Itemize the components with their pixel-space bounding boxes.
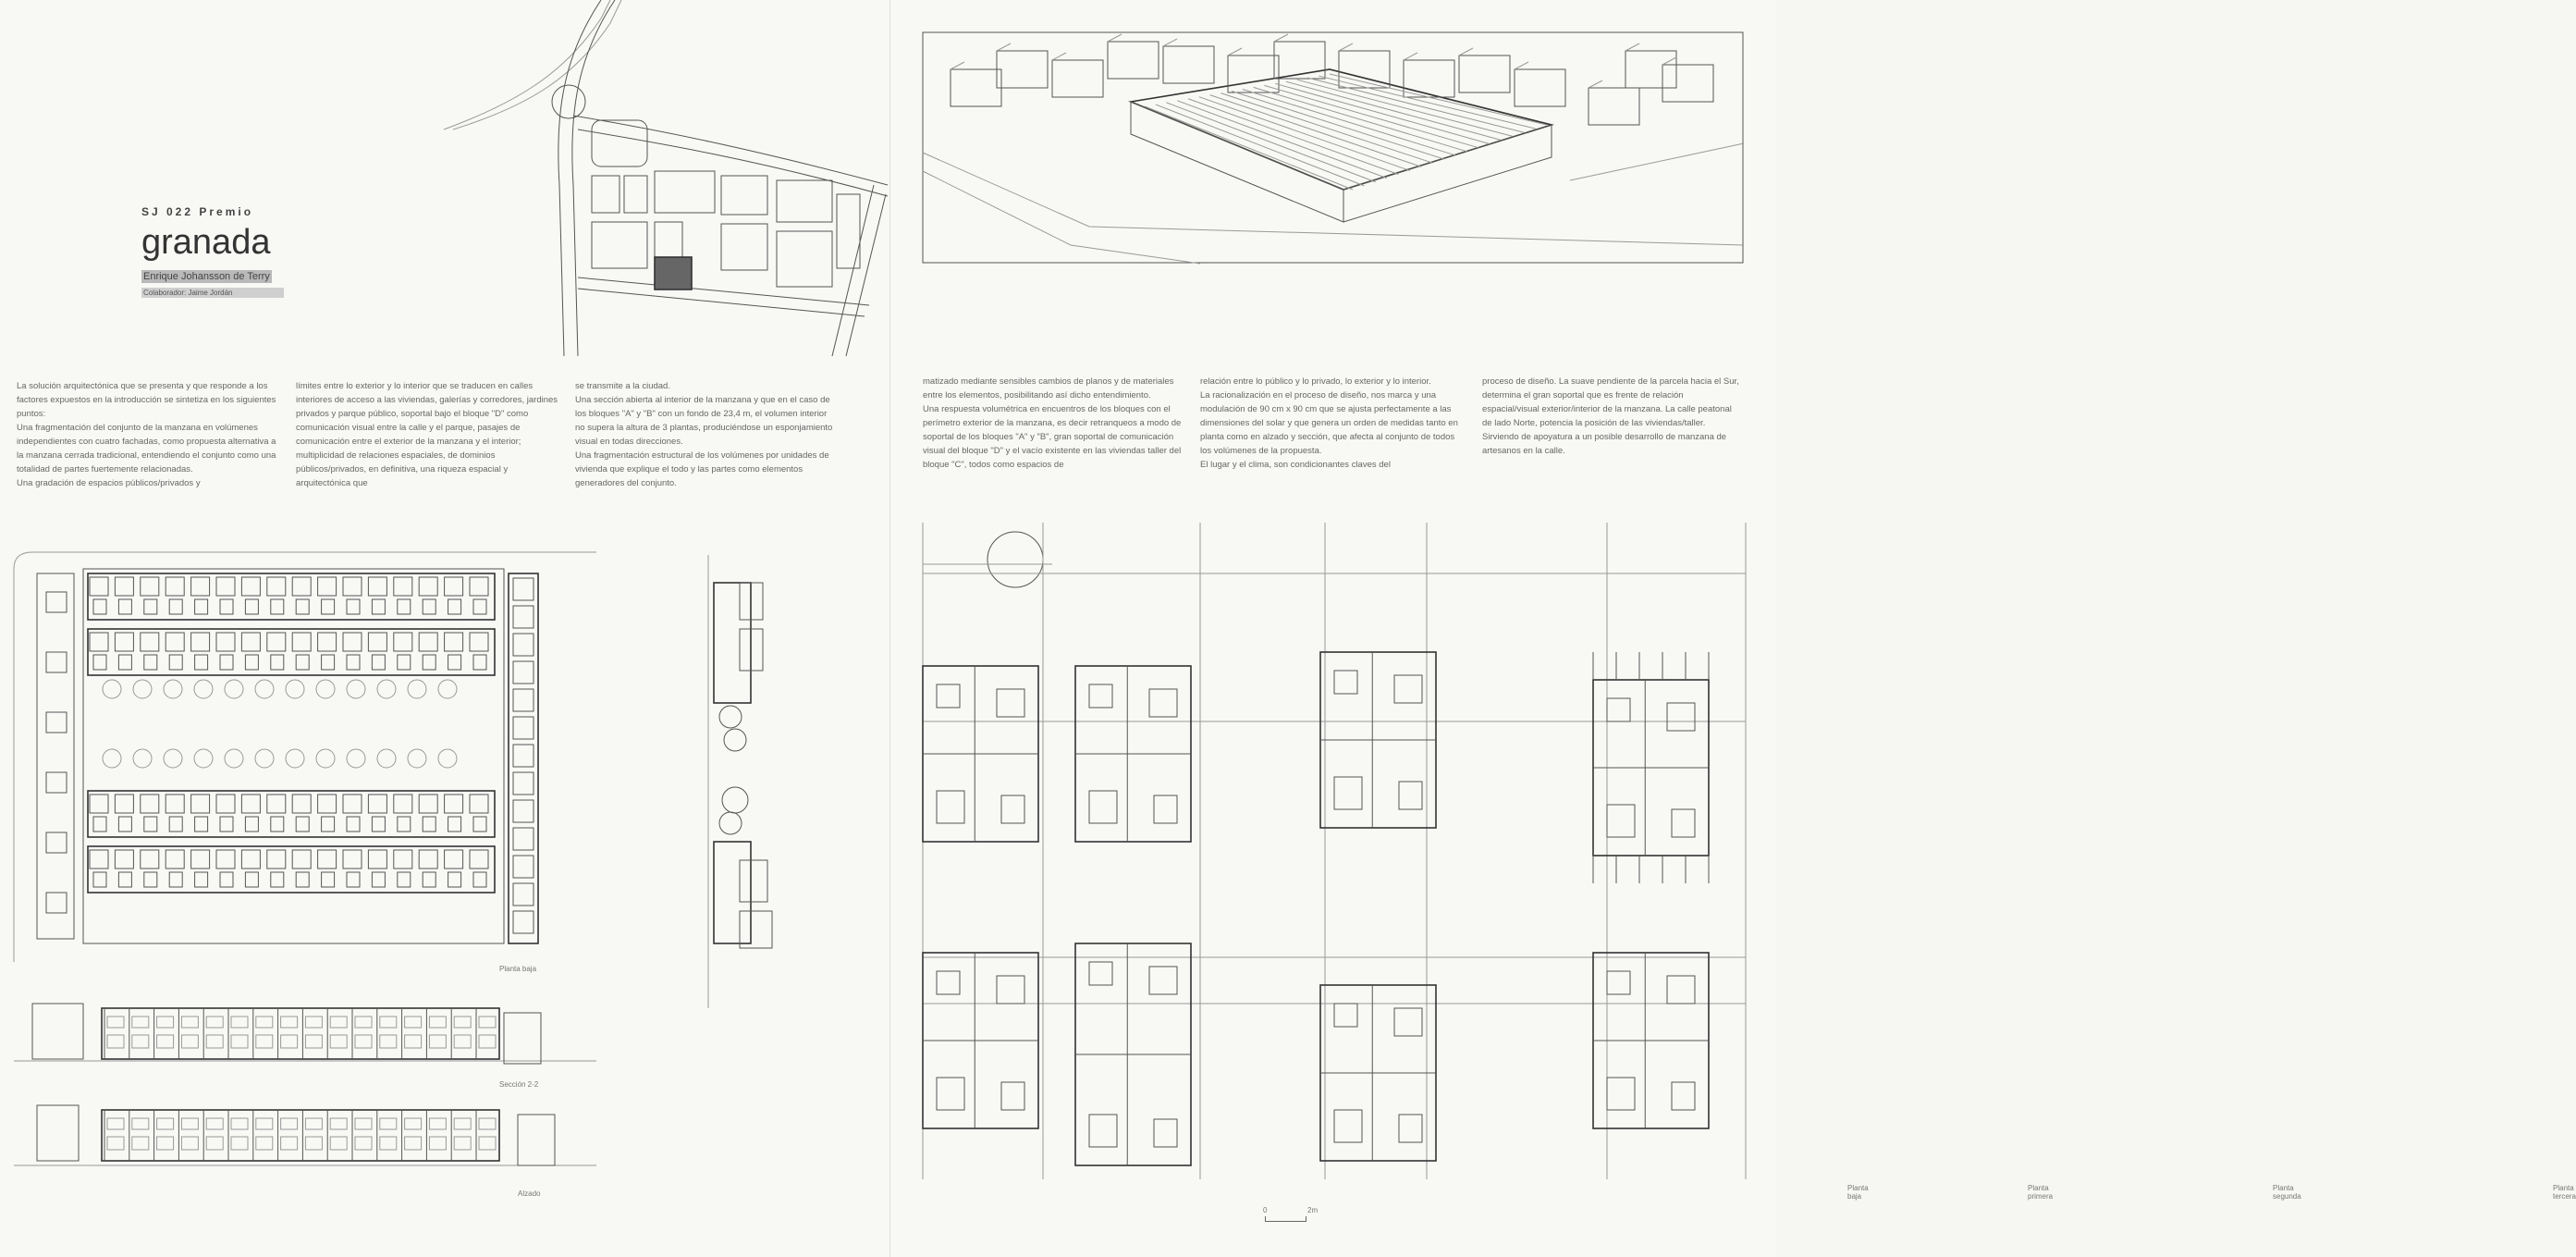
project-header — [141, 205, 419, 298]
paragraph: La solución arquitectónica que se presenta y que responde a los factores expuestos en la introducción se sintetiza en los siguientes puntos: — [17, 381, 276, 419]
right-page — [889, 0, 2576, 1257]
section-drawing — [14, 994, 596, 1078]
axonometric-view-drawing — [923, 32, 1744, 264]
site-plan-drawing — [444, 0, 889, 356]
caption-planta-baja: Planta baja — [499, 965, 537, 973]
right-text-col-3 — [1482, 375, 1741, 458]
scale-label-0: 0 — [1263, 1206, 1268, 1214]
side-section-drawing — [693, 555, 795, 1008]
right-text-col-2 — [1200, 375, 1459, 472]
caption-r-planta-tercera: Planta tercera — [2553, 1184, 2576, 1201]
paragraph: Una gradación de espacios públicos/privados y — [17, 478, 201, 488]
project-title: granada — [141, 223, 271, 262]
paragraph: La racionalización en el proceso de diseño, nos marca y una modulación de 90 cm x 90 cm que se ajusta perfectamente a las dimensiones del solar y que genera un orden de medidas tanto en planta como en alzado y sección, que afecta al conjunto de todos los volúmenes de la propuesta. — [1200, 390, 1458, 456]
paragraph: El lugar y el clima, son condicionantes claves del — [1200, 460, 1391, 470]
project-author: Enrique Johansson de Terry — [143, 271, 270, 282]
caption-r-planta-segunda: Planta segunda — [2273, 1184, 2301, 1201]
elevation-drawing — [14, 1096, 596, 1179]
house-unit-plans-drawing — [923, 523, 1746, 1179]
ground-floor-plan-drawing — [14, 550, 596, 962]
left-text-col-1 — [17, 379, 280, 490]
left-page — [0, 0, 889, 1257]
right-text-col-1 — [923, 375, 1182, 472]
caption-r-planta-baja: Planta baja — [1847, 1184, 1869, 1201]
scale-label-2: 2m — [1307, 1206, 1319, 1214]
paragraph: Una respuesta volumétrica en encuentros de los bloques con el perímetro exterior de la manzana, es decir retranqueos a modo de soportal de los bloques "A" y "B", gran soportal de comunicación visual del bloque "D" y el vacío existente en las viviendas taller del bloque "C", todos como espacios de — [923, 404, 1182, 470]
left-text-col-3 — [575, 379, 839, 490]
caption-alzado: Alzado — [518, 1189, 541, 1198]
project-code: SJ 022 Premio — [141, 205, 254, 218]
paragraph: límites entre lo exterior y lo interior que se traducen en calles interiores de acceso a las viviendas, galerías y corredores, jardines privados y parque público, soportal bajo el bloque "D" como comunicación visual entre la calle y el parque, pasajes de comunicación entre el exterior de la manzana y el interior; multiplicidad de relaciones espaciales, de dominios públicos/privados, en definitiva, una riqueza espacial y arquitectónica que — [296, 381, 558, 488]
caption-r-planta-primera: Planta primera — [2028, 1184, 2054, 1201]
scale-bar — [1263, 1206, 1319, 1223]
project-collaborator: Colaborador: Jaime Jordán — [141, 288, 284, 298]
paragraph: Una fragmentación estructural de los volúmenes por unidades de vivienda que explique el todo y las partes como elementos generadores del conjunto. — [575, 450, 829, 488]
paragraph: se transmite a la ciudad. — [575, 381, 670, 391]
paragraph: Una fragmentación del conjunto de la manzana en volúmenes independientes con cuatro fachadas, como propuesta alternativa a la manzana cerrada tradicional, entendiendo el conjunto como una totalidad de partes fuertemente relacionadas. — [17, 423, 276, 474]
paragraph: Una sección abierta al interior de la manzana y que en el caso de los bloques "A" y "B" con un fondo de 23,4 m, el volumen interior no supera la altura de 3 plantas, produciéndose un esponjamiento visual en todas direcciones. — [575, 395, 833, 447]
left-text-col-2 — [296, 379, 559, 490]
caption-seccion: Sección 2-2 — [499, 1080, 539, 1089]
paragraph: matizado mediante sensibles cambios de planos y de materiales entre los elementos, posibilitando así dicho entendimiento. — [923, 376, 1174, 401]
paragraph: relación entre lo público y lo privado, lo exterior y lo interior. — [1200, 376, 1431, 387]
paragraph: proceso de diseño. La suave pendiente de la parcela hacia el Sur, determina el gran soportal que es frente de relación espacial/visual exterior/interior de la manzana. La calle peatonal de lado Norte, potencia la posición de las viviendas/taller. Sirviendo de apoyatura a un posible desarrollo de manzana de artesanos en la calle. — [1482, 376, 1739, 456]
